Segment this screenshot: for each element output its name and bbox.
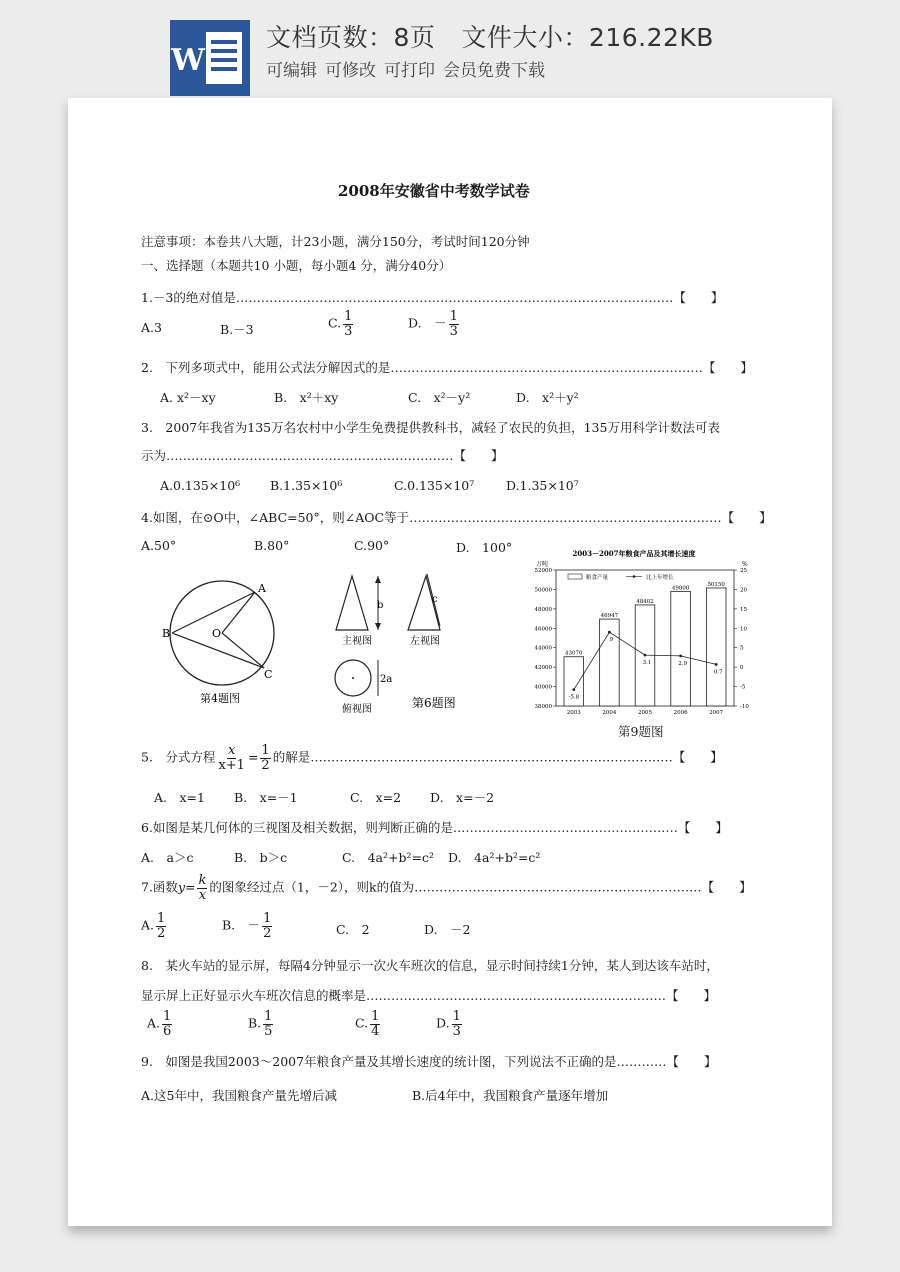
- q9-option-a: A.这5年中，我国粮食产量先增后减: [141, 1088, 337, 1103]
- feature-member-download: 会员免费下载: [443, 61, 545, 81]
- q8-option-b: [248, 1010, 275, 1038]
- var-k: k: [198, 873, 207, 888]
- x-tick-label: 2003: [566, 710, 581, 716]
- bar-2007: [706, 588, 726, 706]
- q1-option-d: [408, 310, 461, 338]
- y-right-tick-label: 5: [740, 645, 744, 652]
- numerator: [227, 744, 236, 759]
- q4-option-d: D. 100°: [456, 540, 513, 555]
- y-left-tick-label: 42000: [534, 665, 552, 672]
- top-view-label: 俯视图: [342, 704, 372, 715]
- figure-6-caption: 第6题图: [412, 696, 456, 710]
- legend-line-label: 比上年增长: [646, 575, 674, 581]
- denominator: 4: [371, 1023, 380, 1039]
- q5-suffix: 的解是……………………………………………………………………………【 】: [272, 749, 723, 765]
- fraction-k-over-x: [197, 874, 207, 902]
- y-right-tick-label: 20: [740, 587, 747, 594]
- svg-text:W: W: [171, 43, 205, 78]
- figure-4-circle: [162, 578, 282, 708]
- q7-suffix: 的图象经过点（1，－2），则k的值为……………………………………………………………【 】: [209, 879, 752, 895]
- growth-value-label: 0.7: [713, 669, 723, 676]
- denominator: 2: [261, 757, 270, 773]
- page-count-label: 文档页数：8页: [266, 23, 436, 52]
- figure-4-caption: 第4题图: [200, 692, 240, 705]
- file-size-label: 文件大小：216.22KB: [461, 23, 714, 52]
- denominator: 3: [452, 1023, 461, 1039]
- y-right-tick-label: 0: [740, 665, 744, 672]
- point-c-label: C: [264, 668, 273, 681]
- var-y: y: [177, 879, 185, 895]
- y-left-tick-label: 50000: [534, 587, 552, 594]
- question-3-stem-line2: 示为……………………………………………………………【 】: [141, 448, 504, 463]
- growth-value-label: 9: [609, 637, 614, 644]
- numerator: 1: [371, 1009, 380, 1024]
- feature-modifiable: 可修改: [325, 61, 376, 81]
- q1-option-a: A.3: [141, 320, 162, 335]
- fraction: [262, 912, 272, 940]
- question-9-stem: 9. 如图是我国2003～2007年粮食产量及其增长速度的统计图，下列说法不正确的是…………【 】: [141, 1054, 717, 1069]
- banner-title: [266, 18, 714, 54]
- q5-option-a: A. x=1: [154, 790, 205, 805]
- growth-value-label: 2.9: [678, 660, 687, 667]
- chart-title: 2003－2007年粮食产品及其增长速度: [572, 549, 696, 558]
- label-b: b: [377, 600, 384, 611]
- y-left-tick-label: 38000: [534, 704, 552, 710]
- question-8-stem-line1: 8. 某火车站的显示屏，每隔4分钟显示一次火车班次的信息，显示时间持续1分钟，某人到达该车站时，: [141, 958, 719, 973]
- q4-option-c: C.90°: [354, 538, 390, 553]
- bar-value-label: 50150: [707, 581, 725, 588]
- banner-features: [266, 56, 553, 81]
- q7-prefix: 7.函数: [141, 879, 178, 895]
- word-icon: [170, 20, 250, 96]
- question-8-stem-line2: 显示屏上正好显示火车班次信息的概率是………………………………………………………………【 】: [141, 988, 717, 1003]
- q3-option-c: C.0.135×10⁷: [394, 478, 475, 493]
- q7-a-prefix: A.: [141, 917, 155, 933]
- x-tick-label: 2007: [709, 710, 724, 716]
- label-2a: 2a: [380, 674, 393, 685]
- denominator: 6: [163, 1023, 172, 1039]
- fraction: [449, 310, 459, 338]
- document-banner: [0, 0, 900, 98]
- x-tick-label: 2005: [638, 710, 652, 716]
- document-page: [68, 98, 832, 1226]
- question-3-stem-line1: 3. 2007年我省为135万名农村中小学生免费提供教科书，减轻了农民的负担，135万用科学计数法可表: [141, 420, 720, 435]
- legend-bar-label: 粮食产量: [586, 575, 609, 581]
- denominator: [198, 889, 207, 903]
- bar-value-label: 49800: [671, 585, 690, 592]
- q7-b-prefix: B. －: [222, 917, 261, 933]
- bar-value-label: 43070: [565, 650, 583, 657]
- question-2-stem: 2. 下列多项式中，能用公式法分解因式的是…………………………………………………………………【 】: [141, 360, 753, 375]
- var-x: x: [198, 887, 207, 903]
- q7-option-b: [222, 912, 274, 940]
- y-left-tick-label: 40000: [534, 684, 552, 691]
- q6-option-b: B. b＞c: [234, 850, 288, 865]
- growth-value-label: -5.8: [568, 694, 580, 701]
- question-4-stem: 4.如图，在⊙O中，∠ABC=50°，则∠AOC等于…………………………………………………………………【 】: [141, 510, 772, 525]
- numerator: 1: [157, 911, 166, 926]
- q1-d-prefix: D. －: [408, 315, 447, 331]
- q1-c-prefix: C.: [328, 315, 342, 331]
- front-view-label: 主视图: [342, 636, 372, 647]
- y-right-tick-label: 15: [740, 606, 747, 613]
- q8-b-prefix: B.: [248, 1015, 262, 1031]
- section-heading: 一、选择题（本题共10 小题，每小题4 分，满分40分）: [141, 258, 452, 273]
- y-right-tick-label: -5: [740, 684, 746, 691]
- bar-2006: [671, 591, 691, 706]
- figure-6-three-views: [330, 568, 480, 718]
- denominator: x+1: [218, 757, 245, 773]
- q8-option-a: [147, 1010, 174, 1038]
- q5-prefix: 5. 分式方程: [141, 749, 216, 765]
- q5-option-d: D. x=－2: [430, 790, 495, 805]
- side-view-label: 左视图: [410, 636, 440, 647]
- growth-point-2007: [715, 663, 718, 666]
- numerator: 1: [344, 309, 353, 324]
- bar-value-label: 46947: [600, 613, 619, 620]
- fraction-rhs: [260, 744, 270, 772]
- q5-option-c: C. x=2: [350, 790, 402, 805]
- denominator: 5: [264, 1023, 273, 1039]
- denominator: 2: [157, 925, 166, 941]
- numerator: [197, 874, 207, 889]
- fraction: [452, 1010, 462, 1038]
- numerator: 1: [163, 1009, 172, 1024]
- left-unit: 万吨: [536, 561, 549, 568]
- bar-value-label: 48402: [636, 598, 654, 605]
- q1-option-b: B.－3: [220, 322, 254, 337]
- point-b-label: B: [162, 627, 171, 640]
- y-right-tick-label: 10: [740, 626, 747, 633]
- fraction: [156, 912, 166, 940]
- y-right-tick-label: -10: [740, 704, 749, 710]
- q5-option-b: B. x=－1: [234, 790, 298, 805]
- denominator: 3: [449, 323, 458, 339]
- fraction-lhs: [217, 744, 246, 772]
- q6-option-c: C. 4a²+b²=c²: [342, 850, 434, 865]
- q3-option-a: A.0.135×10⁶: [160, 478, 241, 493]
- y-left-tick-label: 44000: [534, 645, 552, 652]
- feature-printable: 可打印: [384, 61, 435, 81]
- x-tick-label: 2006: [673, 710, 688, 716]
- point-a-label: A: [258, 582, 266, 595]
- figure-9-caption: 第9题图: [618, 724, 664, 739]
- growth-point-2004: [608, 631, 611, 634]
- fraction: [263, 1010, 273, 1038]
- q2-option-d: D. x²＋y²: [516, 390, 579, 405]
- q7-option-c: C. 2: [336, 922, 370, 937]
- q2-option-b: B. x²＋xy: [274, 390, 339, 405]
- q1-option-c: [328, 310, 355, 338]
- q8-option-d: [436, 1010, 464, 1038]
- q7-option-d: D. －2: [424, 922, 471, 937]
- front-view-triangle: [336, 576, 368, 630]
- notice-text: 注意事项：本卷共八大题，计23小题，满分150分，考试时间120分钟: [141, 234, 530, 249]
- numerator: 1: [452, 1009, 461, 1024]
- x-tick-label: 2004: [602, 710, 617, 716]
- point-o-label: O: [212, 627, 222, 640]
- y-left-tick-label: 52000: [534, 568, 552, 574]
- figure-9-chart: [506, 546, 766, 716]
- q4-option-b: B.80°: [254, 538, 290, 553]
- q6-option-a: A. a＞c: [141, 850, 194, 865]
- q8-a-prefix: A.: [147, 1015, 161, 1031]
- y-left-tick-label: 46000: [534, 626, 552, 633]
- fraction: [343, 310, 353, 338]
- numerator: 1: [264, 1009, 273, 1024]
- feature-editable: 可编辑: [266, 61, 317, 81]
- q2-option-a: A. x²－xy: [160, 390, 216, 405]
- q7-option-a: [141, 912, 168, 940]
- numerator: 1: [449, 309, 458, 324]
- question-6-stem: 6.如图是某几何体的三视图及相关数据，则判断正确的是………………………………………………【 】: [141, 820, 728, 835]
- q2-option-c: C. x²－y²: [408, 390, 471, 405]
- q6-option-d: D. 4a²+b²=c²: [448, 850, 541, 865]
- q8-c-prefix: C.: [355, 1015, 369, 1031]
- denominator: 3: [344, 323, 353, 339]
- growth-point-2005: [644, 654, 647, 657]
- equals-sign: =: [185, 879, 196, 895]
- q3-option-d: D.1.35×10⁷: [506, 478, 579, 493]
- page-title: 2008年安徽省中考数学试卷: [338, 182, 530, 200]
- question-5-stem: [141, 744, 723, 772]
- question-1-stem: 1.－3的绝对值是……………………………………………………………………………………………【 】: [141, 290, 724, 305]
- fraction: [370, 1010, 380, 1038]
- numerator: 1: [261, 743, 270, 758]
- label-c: c: [432, 594, 438, 605]
- growth-point-2003: [572, 688, 575, 691]
- q8-option-c: [355, 1010, 382, 1038]
- q8-d-prefix: D.: [436, 1015, 450, 1031]
- numerator: 1: [263, 911, 272, 926]
- q9-option-b: B.后4年中，我国粮食产量逐年增加: [412, 1088, 609, 1103]
- growth-point-2006: [679, 654, 682, 657]
- equals-sign: =: [247, 749, 259, 765]
- question-7-stem: [141, 874, 752, 902]
- legend-bar-swatch: [568, 574, 582, 579]
- var-x: x: [228, 743, 236, 758]
- fraction: [162, 1010, 172, 1038]
- q3-option-b: B.1.35×10⁶: [270, 478, 343, 493]
- denominator: 2: [263, 925, 272, 941]
- q4-option-a: A.50°: [141, 538, 177, 553]
- y-left-tick-label: 48000: [534, 606, 552, 613]
- right-unit: %: [742, 561, 748, 568]
- growth-value-label: 3.1: [642, 660, 652, 667]
- y-right-tick-label: 25: [740, 568, 747, 574]
